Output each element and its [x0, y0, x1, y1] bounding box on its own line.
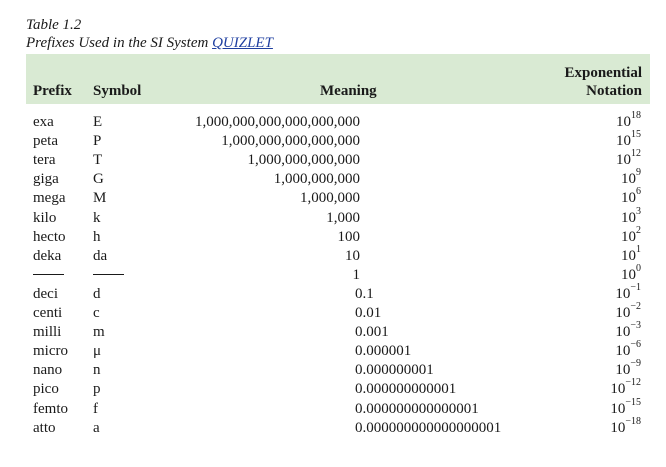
table-row — [0, 148, 666, 170]
exp-base: 10 — [610, 419, 626, 436]
exp-base: 10 — [621, 190, 636, 207]
cell-meaning: 0.000000000001 — [355, 381, 457, 398]
header-exponential — [564, 64, 642, 100]
cell-symbol: E — [93, 114, 103, 130]
table-row — [0, 110, 666, 132]
exp-base: 10 — [616, 114, 631, 130]
cell-prefix: kilo — [33, 209, 57, 226]
table-row — [0, 186, 666, 208]
exp-power: 3 — [636, 205, 641, 217]
table-caption — [26, 16, 273, 52]
exp-base: 10 — [615, 285, 631, 302]
cell-meaning: 1,000,000,000,000,000 — [221, 133, 360, 150]
cell-meaning: 1,000,000 — [300, 190, 360, 207]
cell-prefix: atto — [33, 419, 56, 436]
cell-prefix: femto — [33, 400, 68, 417]
cell-symbol: m — [93, 324, 105, 341]
cell-symbol: μ — [93, 343, 102, 360]
quizlet-link[interactable]: QUIZLET — [212, 35, 273, 51]
table-row — [0, 320, 666, 342]
table-row — [0, 167, 666, 189]
exp-base: 10 — [621, 209, 636, 226]
cell-meaning: 0.000000000000001 — [355, 400, 479, 417]
cell-symbol: c — [93, 305, 100, 321]
cell-prefix: giga — [33, 171, 59, 188]
exp-power: −18 — [625, 415, 641, 427]
exp-power: −6 — [630, 339, 641, 351]
table-row — [0, 243, 666, 266]
cell-meaning: 100 — [337, 228, 360, 245]
cell-prefix: tera — [33, 152, 56, 169]
table-row — [0, 301, 666, 323]
exp-power: 18 — [631, 110, 641, 121]
exp-power: 6 — [636, 186, 641, 198]
cell-symbol: f — [93, 400, 98, 417]
exp-base: 10 — [615, 343, 631, 360]
cell-meaning: 1,000,000,000 — [273, 171, 360, 188]
cell-prefix: centi — [33, 305, 63, 321]
table-row — [0, 205, 666, 228]
cell-symbol: T — [93, 152, 103, 169]
header-exponential-line2: Notation — [586, 83, 642, 99]
exp-power: −3 — [630, 320, 641, 332]
cell-symbol: n — [93, 362, 101, 379]
blank-line — [33, 274, 64, 275]
exp-power: −12 — [625, 377, 641, 389]
table-row — [0, 339, 666, 361]
exp-base: 10 — [615, 324, 631, 341]
table-row — [0, 358, 666, 380]
cell-meaning: 1,000,000,000,000,000,000 — [195, 114, 360, 130]
table-row — [0, 281, 666, 304]
exp-base: 10 — [616, 133, 631, 150]
cell-prefix — [33, 266, 64, 285]
exp-base: 10 — [610, 400, 626, 417]
cell-prefix: milli — [33, 324, 62, 341]
cell-symbol: h — [93, 228, 101, 245]
header-prefix: Prefix — [33, 83, 72, 99]
cell-meaning: 0.000001 — [355, 343, 412, 360]
cell-symbol: a — [93, 419, 100, 436]
exp-power: 15 — [631, 129, 641, 141]
exp-power: 1 — [636, 243, 641, 255]
cell-prefix: deci — [33, 285, 58, 302]
table-row — [0, 396, 666, 419]
table-title-text: Prefixes Used in the SI System — [26, 35, 209, 51]
cell-meaning: 0.000000000000000001 — [355, 419, 502, 436]
exp-base: 10 — [621, 171, 636, 188]
cell-meaning: 0.001 — [355, 324, 389, 341]
cell-symbol: M — [93, 190, 107, 207]
cell-symbol: P — [93, 133, 102, 150]
cell-symbol: G — [93, 171, 104, 188]
cell-symbol: da — [93, 247, 108, 264]
table-row — [0, 262, 666, 285]
header-exponential-line1: Exponential — [564, 65, 642, 81]
exp-base: 10 — [621, 228, 636, 245]
cell-meaning: 0.000000001 — [355, 362, 434, 379]
header-symbol: Symbol — [93, 83, 142, 99]
cell-exponential — [610, 415, 641, 438]
exp-base: 10 — [616, 152, 631, 169]
exp-power: 12 — [631, 148, 641, 160]
cell-prefix: deka — [33, 247, 62, 264]
cell-meaning: 1,000 — [326, 209, 360, 226]
cell-symbol: k — [93, 209, 101, 226]
table-row — [0, 224, 666, 247]
cell-prefix: nano — [33, 362, 63, 379]
table-row — [0, 415, 666, 438]
cell-meaning: 1,000,000,000,000 — [247, 152, 360, 169]
exp-power: −1 — [630, 281, 641, 293]
cell-meaning: 0.01 — [355, 305, 382, 321]
table-number: Table 1.2 — [26, 17, 82, 33]
cell-prefix: pico — [33, 381, 59, 398]
exp-power: −15 — [625, 396, 641, 408]
cell-meaning: 10 — [345, 247, 360, 264]
cell-prefix: mega — [33, 190, 66, 207]
exp-power: 0 — [636, 262, 641, 274]
cell-prefix: exa — [33, 114, 54, 130]
exp-base: 10 — [615, 305, 631, 321]
exp-power: 9 — [636, 167, 641, 179]
blank-line — [93, 274, 124, 275]
cell-meaning: 1 — [352, 266, 360, 283]
cell-symbol: p — [93, 381, 101, 398]
cell-prefix: micro — [33, 343, 68, 360]
exp-power: −9 — [630, 358, 641, 370]
exp-base: 10 — [621, 266, 636, 283]
cell-meaning: 0.1 — [355, 285, 374, 302]
exp-power: 2 — [636, 224, 641, 236]
exp-base: 10 — [610, 381, 626, 398]
cell-prefix: hecto — [33, 228, 66, 245]
cell-prefix: peta — [33, 133, 58, 150]
exp-power: −2 — [630, 301, 641, 312]
header-meaning: Meaning — [320, 83, 377, 99]
cell-symbol: d — [93, 285, 101, 302]
exp-base: 10 — [621, 247, 636, 264]
cell-symbol — [93, 266, 124, 285]
table-row — [0, 377, 666, 399]
exp-base: 10 — [615, 362, 631, 379]
table-title — [26, 34, 273, 52]
table-row — [0, 129, 666, 151]
